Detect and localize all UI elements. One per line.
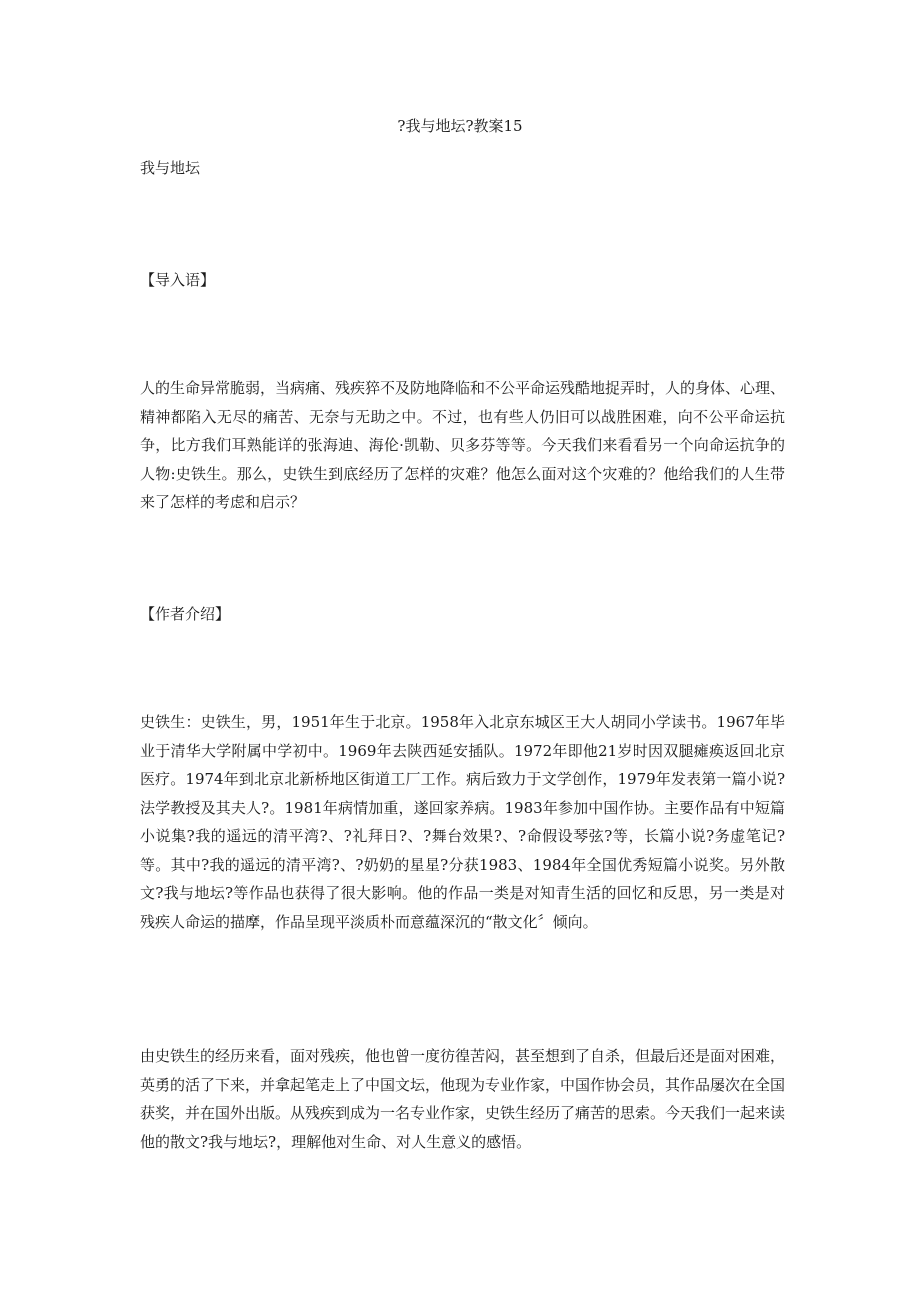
author-heading: 【作者介绍】 [140,605,231,623]
intro-heading: 【导入语】 [140,271,216,289]
document-title: ?我与地坛?教案15 [397,117,523,135]
document-subtitle: 我与地坛 [140,159,201,177]
intro-paragraph: 人的生命异常脆弱，当病痛、残疾猝不及防地降临和不公平命运残酷地捉弄时，人的身体、心理、精神都陷入无尽的痛苦、无奈与无助之中。不过，也有些人仍旧可以战胜困难，向不公平命运抗争，比方我们耳熟能详的张海迪、海伦·凯勒、贝多芬等等。今天我们来看看另一个向命运抗争的人物:史铁生。那么，史铁生到底经历了怎样的灾难？他怎么面对这个灾难的？他给我们的人生带来了怎样的考虑和启示？ [140,379,786,511]
summary-paragraph: 由史铁生的经历来看，面对残疾，他也曾一度彷徨苦闷，甚至想到了自杀，但最后还是面对困难，英勇的活了下来，并拿起笔走上了中国文坛，他现为专业作家，中国作协会员，其作品屡次在全国获奖，并在国外出版。从残疾到成为一名专业作家，史铁生经历了痛苦的思索。今天我们一起来读他的散文?我与地坛?，理解他对生命、对人生意义的感悟。 [140,1047,786,1151]
author-paragraph: 史铁生：史铁生，男，1951年生于北京。1958年入北京东城区王大人胡同小学读书。1967年毕业于清华大学附属中学初中。1969年去陕西延安插队。1972年即他21岁时因双腿瘫痪返回北京医疗。1974年到北京北新桥地区街道工厂工作。病后致力于文学创作，1979年发表第一篇小说?法学教授及其夫人?。1981年病情加重，遂回家养病。1983年参加中国作协。主要作品有中短篇小说集?我的遥远的清平湾?、?礼拜日?、?舞台效果?、?命假设琴弦?等，长篇小说?务虚笔记?等。其中?我的遥远的清平湾?、?奶奶的星星?分获1983、1984年全国优秀短篇小说奖。另外散文?我与地坛?等作品也获得了很大影响。他的作品一类是对知青生活的回忆和反思，另一类是对残疾人命运的描摩，作品呈现平淡质朴而意蕴深沉的“散文化〞倾向。 [140,713,785,931]
